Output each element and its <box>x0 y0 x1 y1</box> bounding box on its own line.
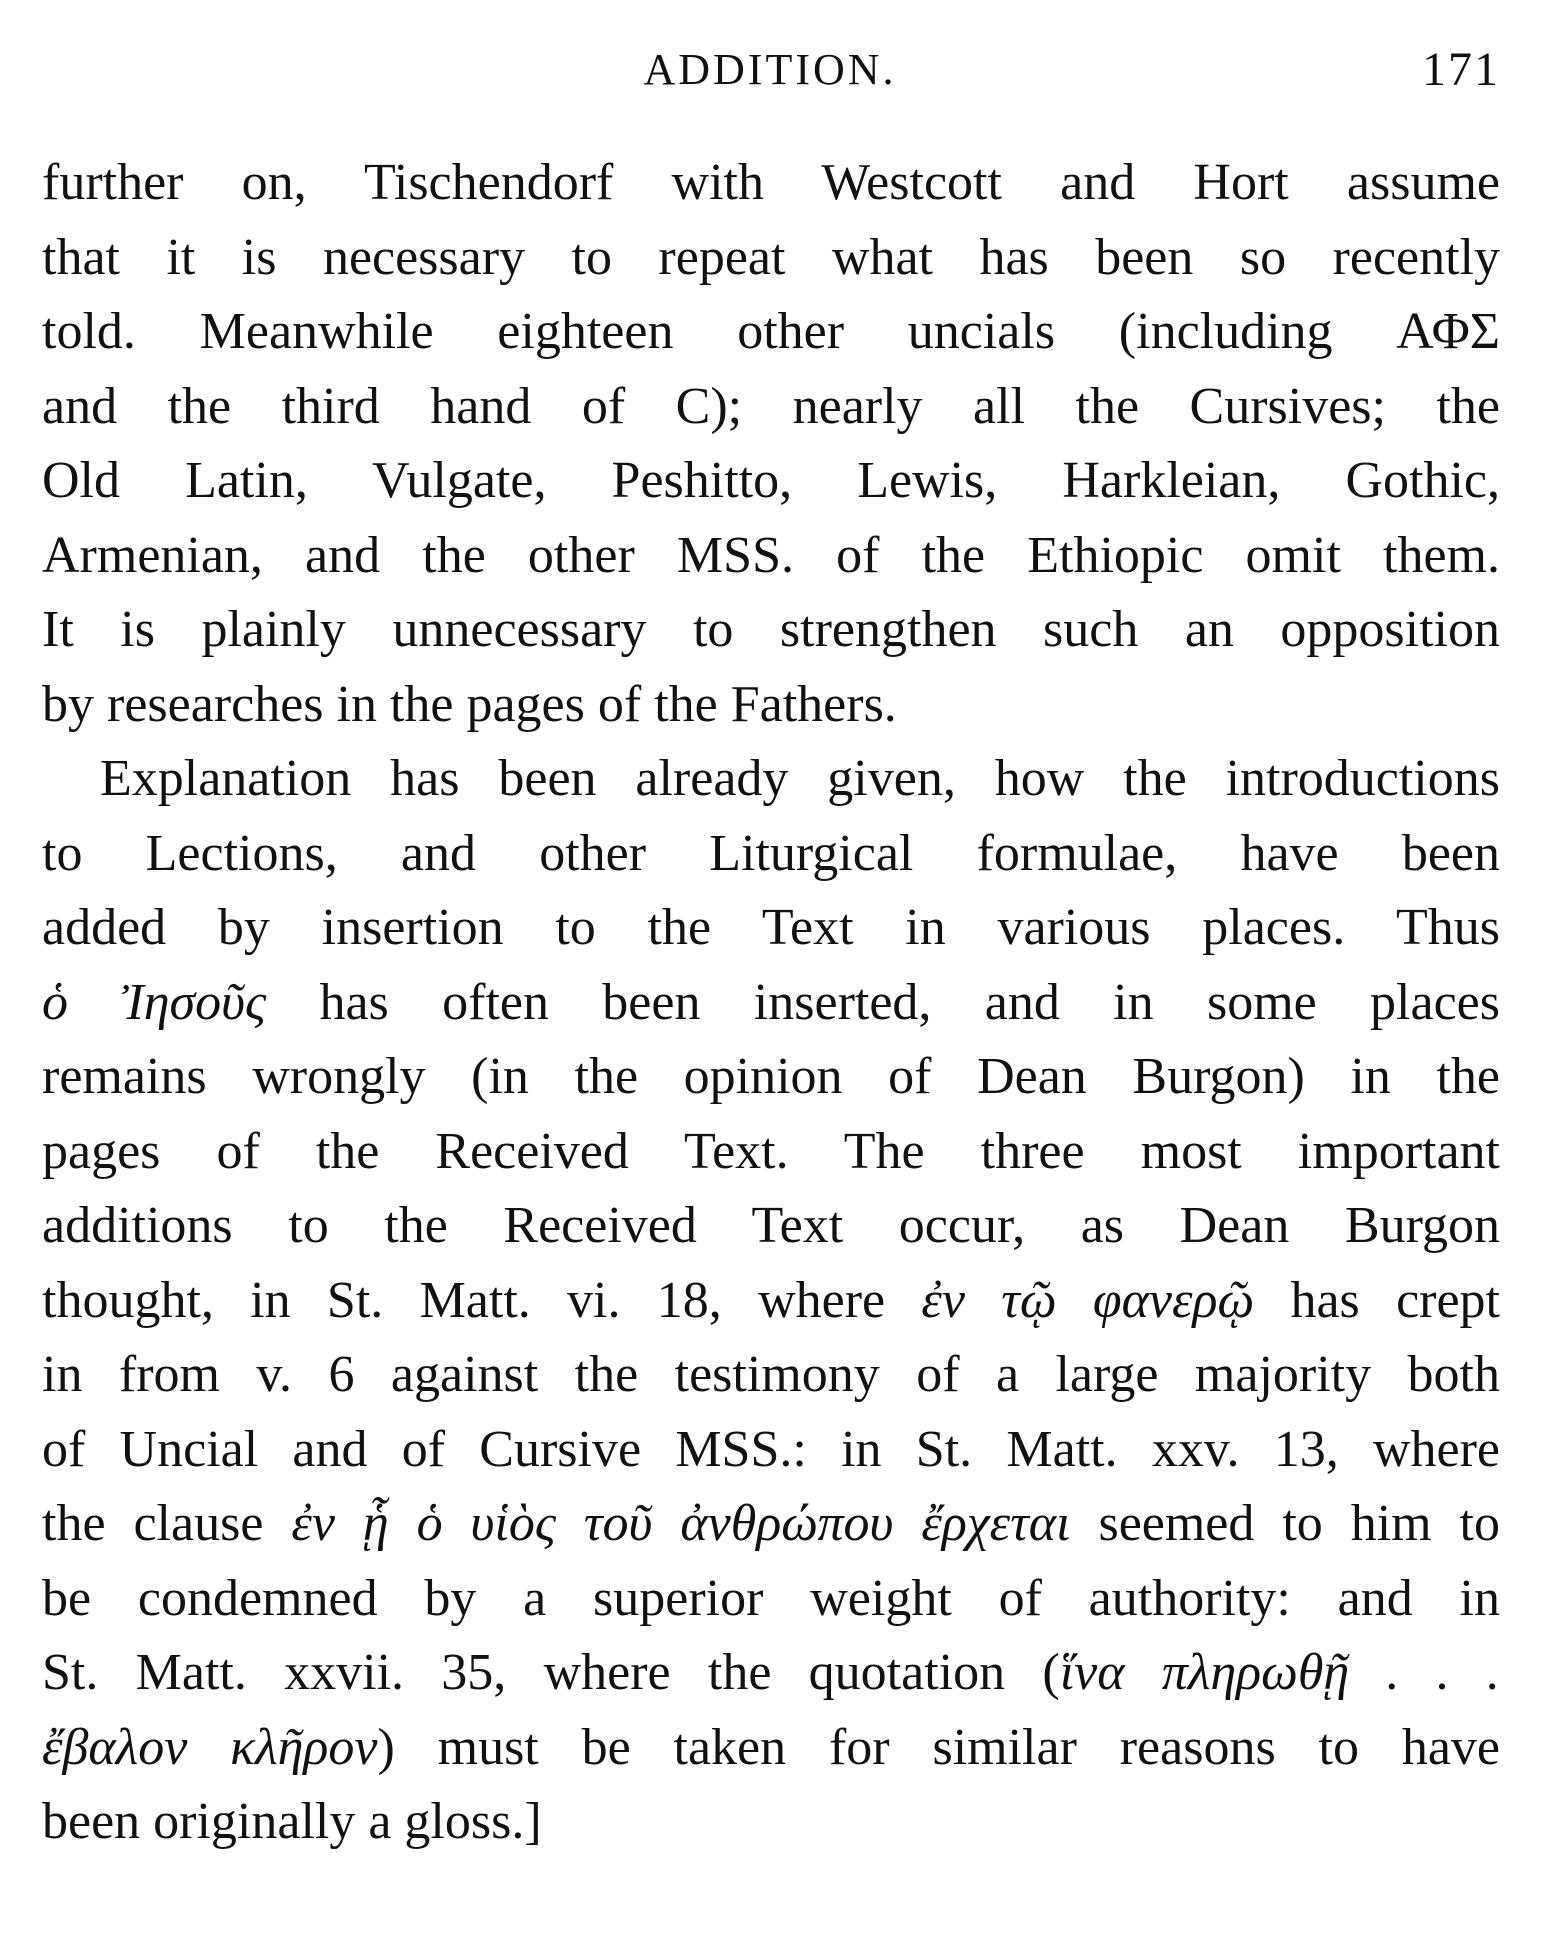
text-line <box>42 742 1500 817</box>
text-run: additions to the Received Text occur, as Dean Burgon <box>42 1197 1500 1254</box>
text-run: added by insertion to the Text in various places. Thus <box>42 899 1500 956</box>
text-line <box>42 1413 1500 1488</box>
text-run: St. Matt. xxvii. 35, where the quotation ( <box>42 1644 1060 1701</box>
text-line <box>42 1040 1500 1115</box>
text-run: been originally a gloss.] <box>42 1793 542 1850</box>
body-text <box>42 146 1500 1860</box>
greek-phrase: ἐν ᾗ ὁ υἱὸς τοῦ ἀνθρώπου ἔρχεται <box>291 1495 1071 1552</box>
text-line <box>42 1636 1500 1711</box>
text-run: pages of the Received Text. The three most important <box>42 1122 1500 1180</box>
text-run: in from v. 6 against the testimony of a large majority both <box>42 1346 1500 1403</box>
text-line <box>42 221 1500 296</box>
text-run: further on, Tischendorf with Westcott and Hort assume <box>42 154 1500 211</box>
text-line <box>42 891 1500 966</box>
text-line <box>42 146 1500 221</box>
text-run: by researches in the pages of the Fathers. <box>42 675 897 733</box>
text-line <box>42 1338 1500 1413</box>
text-run: seemed to him to <box>1070 1495 1500 1552</box>
text-line <box>42 817 1500 892</box>
page-number: 171 <box>1422 43 1500 96</box>
text-run: It is plainly unnecessary to strengthen such an opposition <box>42 601 1500 658</box>
text-run: to Lections, and other Liturgical formulae, have been <box>42 824 1500 882</box>
text-line <box>42 966 1500 1041</box>
text-run: ) must be taken for similar reasons to have <box>377 1718 1500 1776</box>
greek-phrase: ὁ Ἰησοῦς <box>42 973 267 1031</box>
text-line <box>42 1487 1500 1562</box>
running-title: ADDITION. <box>643 45 897 94</box>
text-line <box>42 593 1500 668</box>
text-run: Armenian, and the other MSS. of the Ethiopic omit them. <box>42 526 1500 584</box>
greek-phrase: ἐν τῷ φανερῷ <box>921 1271 1255 1329</box>
text-run: Explanation has been already given, how the introductions <box>100 750 1500 807</box>
text-line <box>42 370 1500 445</box>
text-line <box>42 668 1500 743</box>
text-line <box>42 1115 1500 1190</box>
text-run: of Uncial and of Cursive MSS.: in St. Matt. xxv. 13, where <box>42 1420 1500 1478</box>
text-line <box>42 519 1500 594</box>
text-run: remains wrongly (in the opinion of Dean Burgon) in the <box>42 1048 1500 1105</box>
greek-phrase: ἵνα πληρωθῇ . . . <box>1059 1644 1500 1701</box>
text-line <box>42 1264 1500 1339</box>
text-run: told. Meanwhile eighteen other uncials (including ΑΦΣ <box>42 303 1500 360</box>
text-line <box>42 295 1500 370</box>
text-line <box>42 1785 1500 1860</box>
text-run: and the third hand of C); nearly all the Cursives; the <box>42 377 1500 435</box>
text-run: has often been inserted, and in some places <box>266 973 1500 1031</box>
text-run: thought, in St. Matt. vi. 18, where <box>42 1271 922 1329</box>
text-run: has crept <box>1254 1271 1500 1329</box>
text-run: that it is necessary to repeat what has been so recently <box>42 228 1500 286</box>
running-head <box>40 40 1500 100</box>
text-line <box>42 444 1500 519</box>
text-run: be condemned by a superior weight of authority: and in <box>42 1569 1500 1627</box>
text-line <box>42 1189 1500 1264</box>
text-run: the clause <box>42 1495 292 1552</box>
text-line <box>42 1562 1500 1637</box>
text-line <box>42 1711 1500 1786</box>
text-run: Old Latin, Vulgate, Peshitto, Lewis, Harkleian, Gothic, <box>42 452 1500 509</box>
greek-phrase: ἔβαλον κλῆρον <box>42 1718 378 1776</box>
